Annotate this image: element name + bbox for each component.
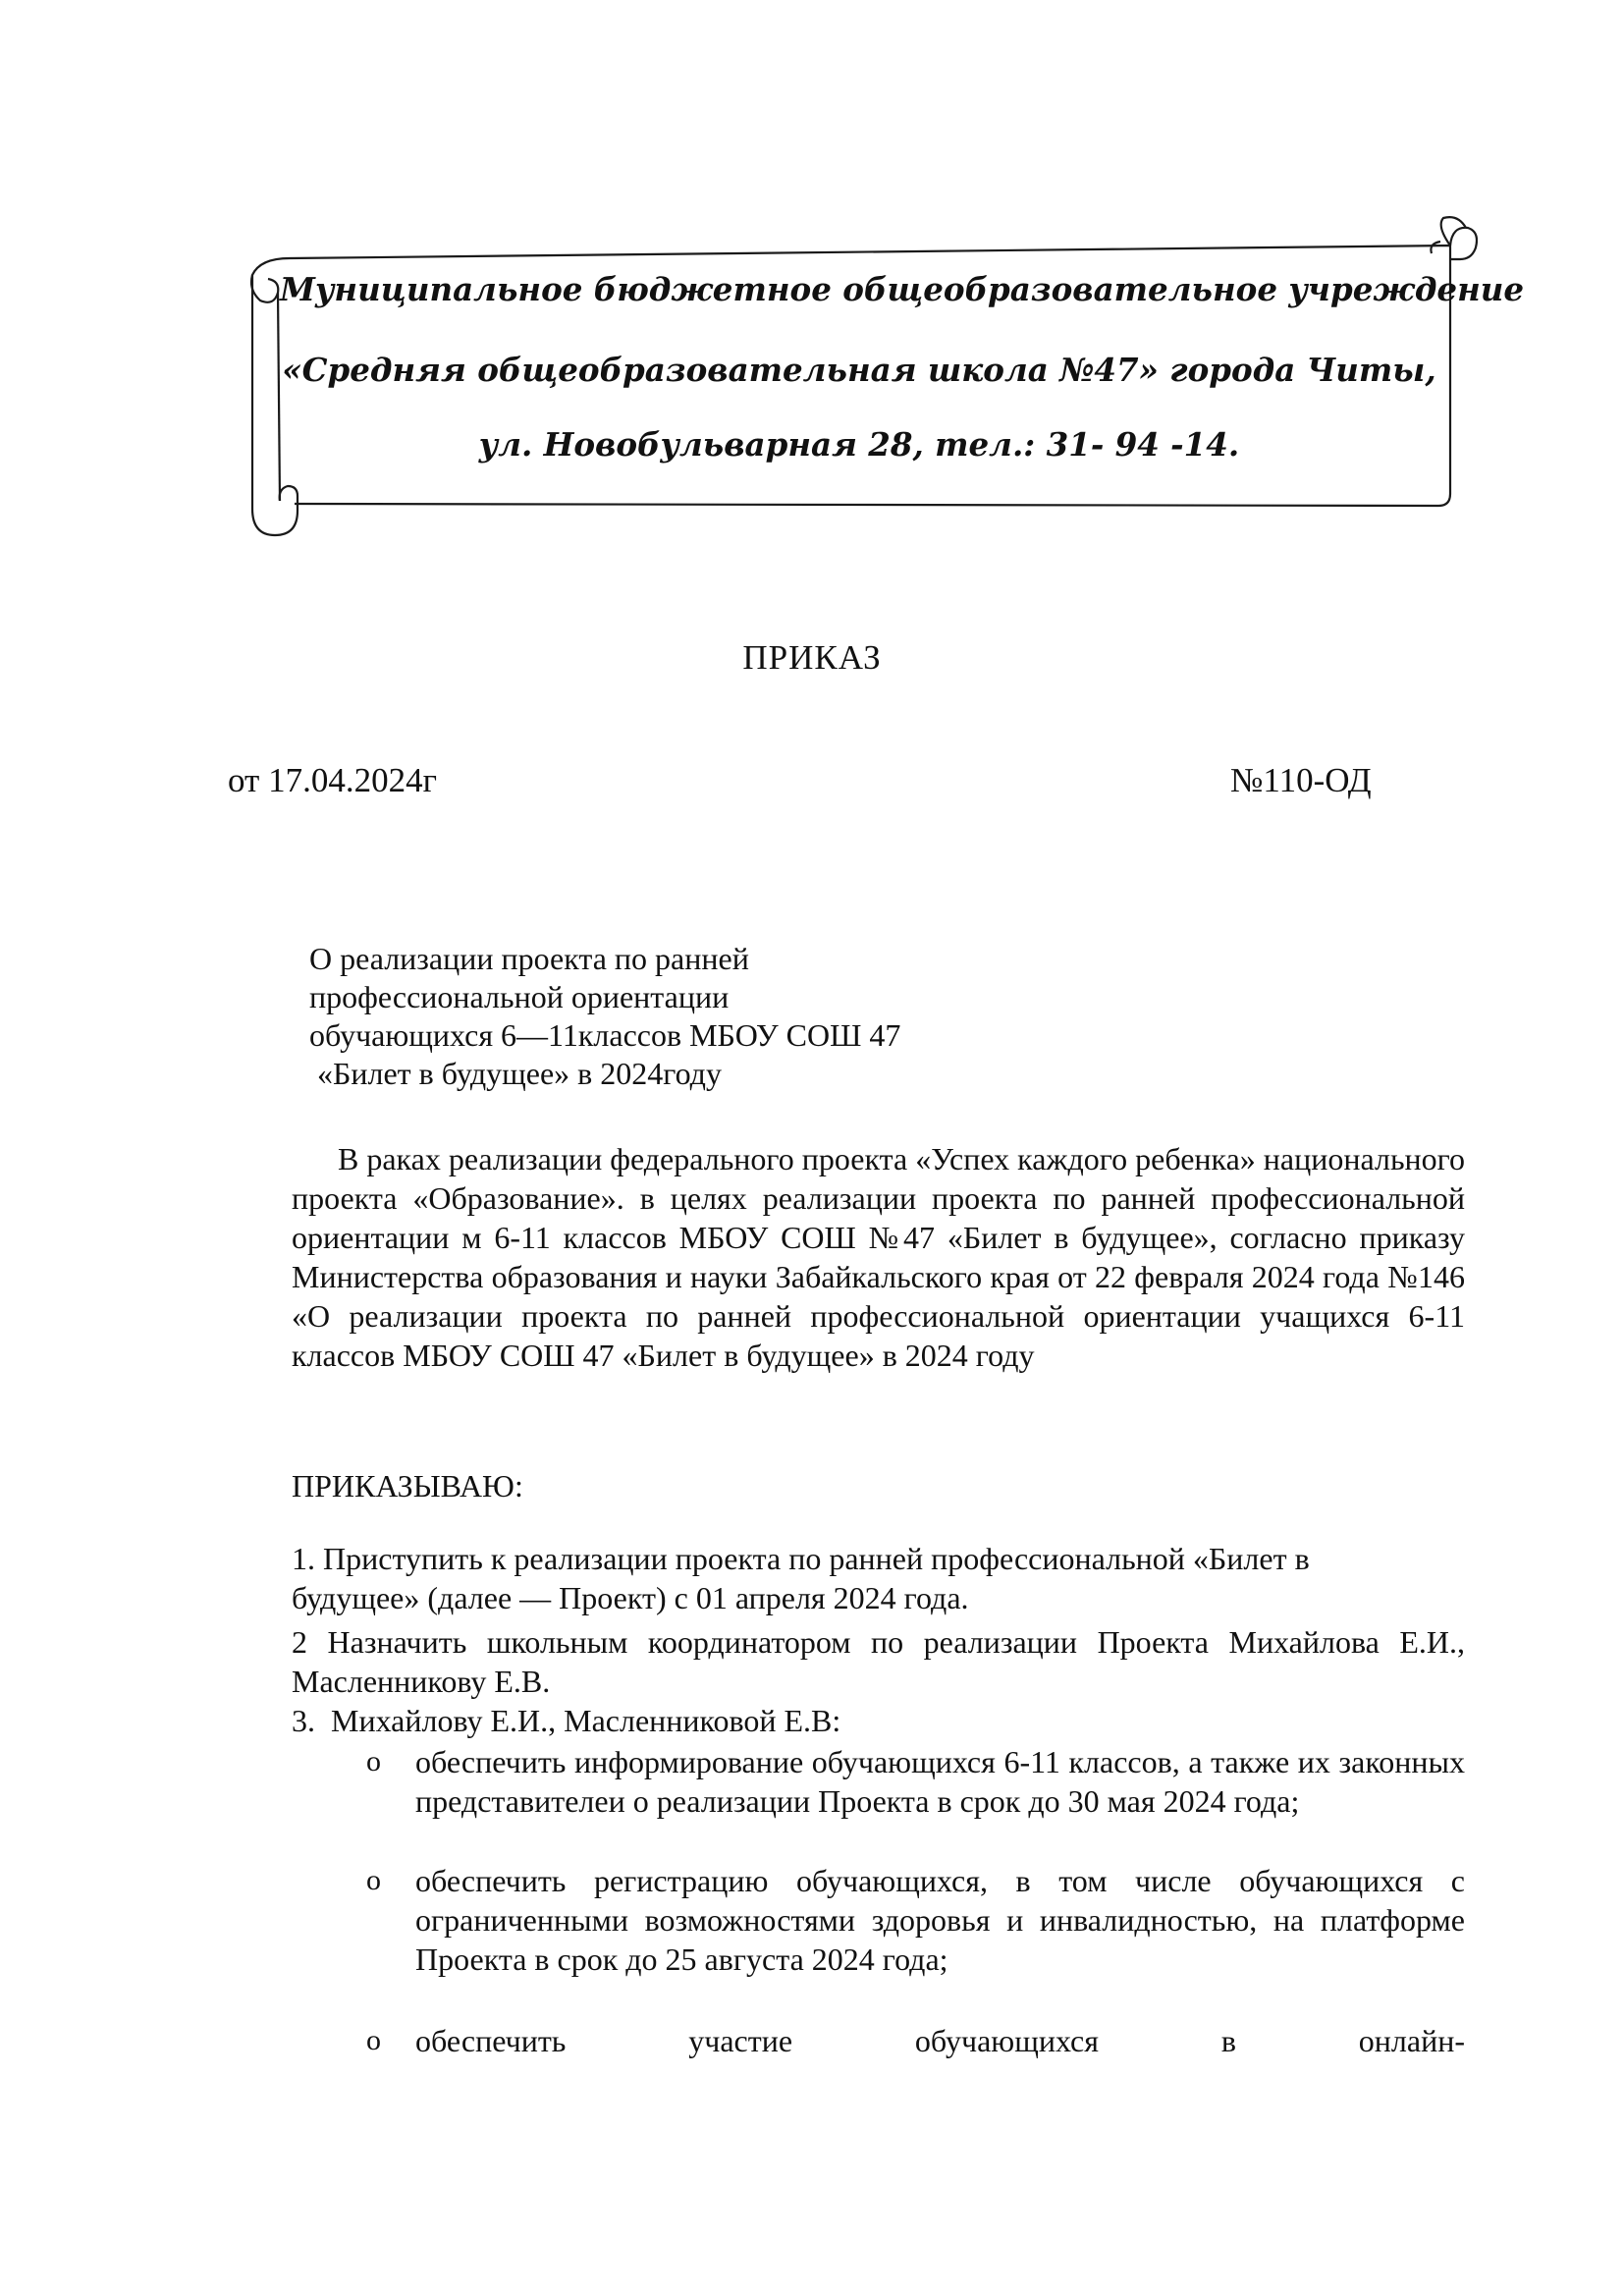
bullet-marker-icon: o	[366, 2024, 381, 2056]
bullet-word: обучающихся	[914, 2023, 1099, 2058]
bullet-item	[358, 1742, 1465, 1821]
bullet-word: участие	[688, 2023, 793, 2058]
bullet-item	[358, 2021, 1465, 2060]
order-item: 1. Приступить к реализации проекта по ранней профессиональной «Билет в будущее» (далее — Проект) с 01 апреля 2024 года.	[292, 1541, 1310, 1615]
bullet-marker-icon: o	[366, 1745, 381, 1777]
order-item: 2 Назначить школьным координатором по реализации Проекта Михайлова Е.И., Масленникову Е.В.	[292, 1624, 1465, 1699]
bullet-text: обеспечить регистрацию обучающихся, в том числе обучающихся с ограниченными возможностями здоровья и инвалидностью, на платформе Проекта в срок до 25 августа 2024 года;	[415, 1863, 1465, 1977]
preamble-paragraph: В раках реализации федерального проекта «Успех каждого ребенка» национального проекта «Образование». в целях реализации проекта по ранней профессиональной ориентации м 6-11 классов МБОУ СОШ №47 «Билет в будущее», согласно приказу Министерства образования и науки Забайкальского края от 22 февраля 2024 года №146 «О реализации проекта по ранней профессиональной ориентации учащихся 6-11 классов МБОУ СОШ 47 «Билет в будущее» в 2024 году	[292, 1141, 1465, 1373]
bullet-item	[358, 1861, 1465, 1979]
school-name-line: Муниципальное бюджетное общеобразовательное учреждение	[280, 270, 1525, 308]
bullet-text	[415, 2021, 1465, 2060]
order-directive: ПРИКАЗЫВАЮ:	[292, 1468, 523, 1503]
bullet-word: онлайн-	[1358, 2023, 1465, 2058]
document-title: ПРИКАЗ	[742, 638, 882, 677]
school-address-line: ул. Новобульварная 28, тел.: 31- 94 -14.	[478, 425, 1240, 464]
order-number: №110-ОД	[1230, 761, 1372, 799]
bullet-text: обеспечить информирование обучающихся 6-11 классов, а также их законных представителеи о реализации Проекта в срок до 30 мая 2024 года;	[415, 1744, 1465, 1819]
order-date: от 17.04.2024г	[228, 761, 437, 799]
school-full-name-line: «Средняя общеобразовательная школа №47» города Читы,	[282, 351, 1436, 389]
subject-line: обучающихся 6—11классов МБОУ СОШ 47	[309, 1017, 901, 1053]
order-subject	[309, 940, 900, 1093]
subject-line: профессиональной ориентации	[309, 979, 730, 1014]
bullet-word: обеспечить	[415, 2023, 567, 2058]
subject-line: О реализации проекта по ранней	[309, 941, 749, 976]
school-header-banner	[241, 216, 1525, 545]
order-item: 3. Михайлову Е.И., Масленниковой Е.В:	[292, 1703, 841, 1738]
bullet-marker-icon: o	[366, 1864, 381, 1896]
subject-line: «Билет в будущее» в 2024году	[309, 1056, 722, 1091]
bullet-word: в	[1220, 2023, 1236, 2058]
